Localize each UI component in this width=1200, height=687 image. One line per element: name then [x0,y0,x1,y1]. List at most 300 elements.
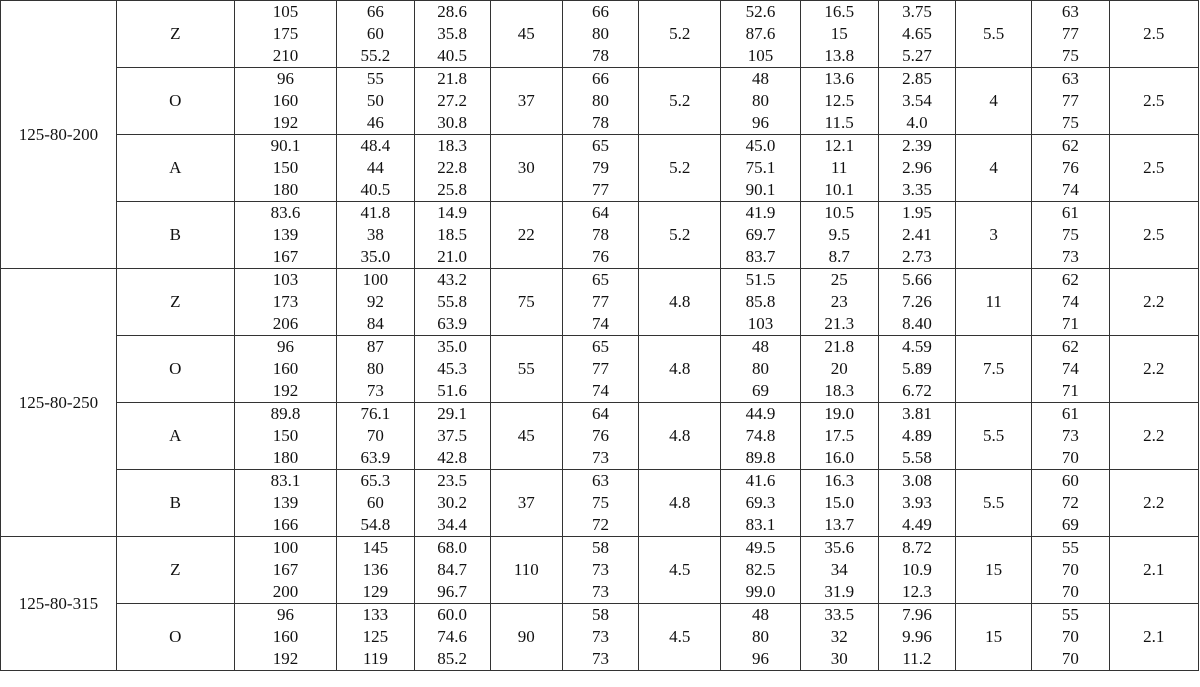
multi-value-cell-c5 [562,1,638,68]
value-line: 34.4 [437,515,467,534]
impeller-cell: A [116,135,234,202]
value-line: 1.95 [902,203,932,222]
value-cell-c12: 2.1 [1109,604,1199,671]
value-line: 150 [272,158,299,177]
value-cell-c12: 2.2 [1109,269,1199,336]
value-cell-c10: 15 [956,537,1032,604]
value-line: 69.3 [745,493,776,512]
value-line: 60 [366,24,384,43]
value-line: 66 [591,69,609,88]
multi-value-cell-c3 [414,135,490,202]
value-line: 60.0 [437,605,467,624]
value-line: 50 [366,91,384,110]
value-line: 80 [591,24,609,43]
impeller-cell: B [116,470,234,537]
value-line: 145 [362,538,389,557]
multi-value-cell-c8 [800,1,878,68]
multi-value-cell-c1 [234,470,337,537]
multi-value-cell-c1 [234,269,337,336]
value-line: 160 [272,91,299,110]
value-line: 77 [1061,24,1079,43]
multi-value-cell-c2 [337,269,414,336]
multi-value-cell-c7 [721,604,800,671]
impeller-cell: O [116,336,234,403]
multi-value-cell-c2 [337,537,414,604]
value-line: 192 [272,113,299,132]
model-cell: 125-80-315 [1,537,117,671]
value-line: 74 [1061,292,1079,311]
value-line: 206 [272,314,299,333]
multi-value-cell-c11 [1032,269,1109,336]
multi-value-cell-c7 [721,135,800,202]
multi-value-cell-c7 [721,269,800,336]
multi-value-cell-c8 [800,202,878,269]
multi-value-cell-c1 [234,135,337,202]
value-line: 21.3 [824,314,855,333]
value-line: 34 [830,560,848,579]
multi-value-cell-c8 [800,269,878,336]
value-line: 62 [1061,337,1079,356]
value-line: 70 [1061,627,1079,646]
value-line: 31.9 [824,582,855,601]
value-line: 100 [272,538,299,557]
value-line: 11.5 [824,113,854,132]
value-line: 55.8 [437,292,467,311]
value-line: 22.8 [437,158,467,177]
value-line: 210 [272,46,299,65]
value-line: 6.72 [902,381,932,400]
multi-value-cell-c9 [878,202,955,269]
value-line: 82.5 [745,560,776,579]
value-line: 99.0 [745,582,776,601]
value-line: 4.89 [902,426,932,445]
value-line: 18.5 [437,225,467,244]
value-line: 192 [272,649,299,668]
value-line: 76 [1061,158,1079,177]
value-line: 29.1 [437,404,467,423]
value-line: 60 [1061,471,1079,490]
multi-value-cell-c2 [337,202,414,269]
value-line: 74 [1061,180,1079,199]
value-line: 64 [591,203,609,222]
multi-value-cell-c5 [562,135,638,202]
value-cell-c6: 5.2 [639,68,721,135]
value-line: 49.5 [745,538,776,557]
value-line: 166 [272,515,299,534]
value-line: 3.54 [902,91,932,110]
value-cell-c6: 5.2 [639,202,721,269]
value-line: 70 [1061,582,1079,601]
value-line: 70 [1061,649,1079,668]
value-line: 77 [591,292,609,311]
value-cell-c6: 4.8 [639,470,721,537]
value-cell-c12: 2.5 [1109,1,1199,68]
multi-value-cell-c3 [414,604,490,671]
value-cell-c4: 30 [490,135,562,202]
model-cell: 125-80-200 [1,1,117,269]
value-line: 62 [1061,270,1079,289]
value-line: 23.5 [437,471,467,490]
value-line: 16.5 [824,2,855,21]
multi-value-cell-c7 [721,403,800,470]
multi-value-cell-c3 [414,470,490,537]
value-line: 75 [1061,46,1079,65]
value-line: 66 [366,2,384,21]
multi-value-cell-c1 [234,202,337,269]
multi-value-cell-c1 [234,537,337,604]
value-line: 79 [591,158,609,177]
value-line: 72 [1061,493,1079,512]
impeller-cell: A [116,403,234,470]
value-line: 119 [362,649,388,668]
value-line: 20 [830,359,848,378]
value-line: 103 [272,270,299,289]
value-line: 129 [362,582,389,601]
model-cell: 125-80-250 [1,269,117,537]
multi-value-cell-c2 [337,68,414,135]
impeller-cell: O [116,68,234,135]
value-cell-c12: 2.1 [1109,537,1199,604]
value-line: 65.3 [360,471,391,490]
value-cell-c6: 4.5 [639,604,721,671]
value-line: 9.96 [902,627,932,646]
multi-value-cell-c9 [878,135,955,202]
multi-value-cell-c1 [234,403,337,470]
value-line: 80 [591,91,609,110]
value-line: 21.0 [437,247,467,266]
value-line: 13.7 [824,515,855,534]
value-line: 96 [277,337,294,356]
value-line: 3.93 [902,493,932,512]
value-line: 5.58 [902,448,932,467]
value-line: 61 [1061,203,1079,222]
value-cell-c4: 45 [490,1,562,68]
value-line: 10.1 [824,180,855,199]
value-line: 35.8 [437,24,467,43]
value-line: 83.6 [270,203,301,222]
value-line: 85.8 [745,292,776,311]
multi-value-cell-c1 [234,604,337,671]
value-cell-c6: 4.5 [639,537,721,604]
multi-value-cell-c2 [337,1,414,68]
value-cell-c10: 5.5 [956,1,1032,68]
value-line: 133 [362,605,389,624]
value-line: 84 [366,314,384,333]
impeller-cell: B [116,202,234,269]
value-line: 73 [591,560,609,579]
value-line: 69 [1061,515,1079,534]
multi-value-cell-c1 [234,68,337,135]
value-line: 51.5 [745,270,776,289]
value-line: 17.5 [824,426,855,445]
multi-value-cell-c1 [234,336,337,403]
value-line: 65 [591,136,609,155]
value-line: 3.08 [902,471,932,490]
value-line: 192 [272,381,299,400]
value-line: 15 [830,24,848,43]
value-line: 103 [747,314,774,333]
value-line: 48.4 [360,136,391,155]
value-line: 14.9 [437,203,467,222]
value-line: 5.66 [902,270,932,289]
table-row [1,202,1199,269]
table-row [1,537,1199,604]
table-row [1,403,1199,470]
value-line: 78 [591,225,609,244]
value-line: 160 [272,627,299,646]
value-line: 46 [366,113,384,132]
multi-value-cell-c3 [414,269,490,336]
multi-value-cell-c11 [1032,537,1109,604]
value-line: 175 [272,24,299,43]
multi-value-cell-c1 [234,1,337,68]
value-line: 62 [1061,136,1079,155]
value-cell-c10: 4 [956,135,1032,202]
value-line: 25.8 [437,180,467,199]
multi-value-cell-c2 [337,403,414,470]
value-line: 73 [591,649,609,668]
value-line: 69 [752,381,769,400]
value-line: 139 [272,493,299,512]
value-line: 2.73 [902,247,932,266]
multi-value-cell-c11 [1032,470,1109,537]
value-line: 12.1 [824,136,855,155]
multi-value-cell-c9 [878,68,955,135]
value-cell-c6: 5.2 [639,135,721,202]
value-line: 40.5 [437,46,467,65]
value-line: 8.72 [902,538,932,557]
value-cell-c4: 37 [490,68,562,135]
value-line: 2.41 [902,225,932,244]
value-line: 160 [272,359,299,378]
value-cell-c12: 2.5 [1109,68,1199,135]
value-line: 96.7 [437,582,467,601]
value-line: 35.6 [824,538,855,557]
value-line: 48 [752,69,769,88]
value-line: 74.8 [745,426,776,445]
impeller-cell: Z [116,1,234,68]
value-line: 55.2 [360,46,391,65]
value-cell-c4: 75 [490,269,562,336]
value-line: 55 [1061,538,1079,557]
multi-value-cell-c7 [721,336,800,403]
value-line: 96 [277,69,294,88]
impeller-cell: Z [116,269,234,336]
value-line: 18.3 [824,381,855,400]
value-line: 70 [366,426,384,445]
value-line: 180 [272,180,299,199]
value-line: 76 [591,426,609,445]
value-cell-c12: 2.2 [1109,470,1199,537]
value-line: 83.7 [745,247,776,266]
value-line: 27.2 [437,91,467,110]
value-line: 78 [591,113,609,132]
multi-value-cell-c3 [414,68,490,135]
value-line: 66 [591,2,609,21]
value-cell-c10: 5.5 [956,470,1032,537]
multi-value-cell-c8 [800,537,878,604]
multi-value-cell-c8 [800,403,878,470]
value-line: 73 [1061,426,1079,445]
multi-value-cell-c9 [878,1,955,68]
value-line: 2.85 [902,69,932,88]
value-cell-c4: 45 [490,403,562,470]
value-line: 80 [366,359,384,378]
table-row [1,470,1199,537]
value-line: 136 [362,560,389,579]
value-line: 48 [752,605,769,624]
table-row [1,336,1199,403]
value-line: 78 [591,46,609,65]
value-cell-c10: 3 [956,202,1032,269]
multi-value-cell-c5 [562,604,638,671]
multi-value-cell-c5 [562,269,638,336]
value-line: 58 [591,605,609,624]
value-cell-c12: 2.2 [1109,403,1199,470]
value-line: 8.40 [902,314,932,333]
value-line: 71 [1061,381,1079,400]
table-row [1,135,1199,202]
multi-value-cell-c5 [562,68,638,135]
value-line: 63 [591,471,609,490]
value-line: 80 [752,359,769,378]
value-line: 13.6 [824,69,855,88]
value-line: 75 [591,493,609,512]
value-line: 42.8 [437,448,467,467]
value-line: 21.8 [437,69,467,88]
value-line: 40.5 [360,180,391,199]
value-line: 12.3 [902,582,932,601]
value-line: 2.96 [902,158,932,177]
value-line: 150 [272,426,299,445]
multi-value-cell-c5 [562,403,638,470]
value-line: 41.9 [745,203,776,222]
multi-value-cell-c7 [721,537,800,604]
multi-value-cell-c3 [414,537,490,604]
value-line: 83.1 [270,471,301,490]
value-line: 92 [366,292,384,311]
multi-value-cell-c7 [721,68,800,135]
value-line: 96 [752,649,769,668]
value-line: 21.8 [824,337,855,356]
value-line: 85.2 [437,649,467,668]
value-line: 55 [1061,605,1079,624]
value-line: 73 [591,627,609,646]
value-line: 5.27 [902,46,932,65]
multi-value-cell-c8 [800,135,878,202]
value-line: 10.9 [902,560,932,579]
value-line: 16.3 [824,471,855,490]
value-line: 7.96 [902,605,932,624]
value-line: 68.0 [437,538,467,557]
value-line: 73 [591,448,609,467]
value-line: 77 [591,180,609,199]
value-cell-c6: 4.8 [639,403,721,470]
value-line: 45.3 [437,359,467,378]
multi-value-cell-c9 [878,336,955,403]
value-line: 45.0 [745,136,776,155]
value-line: 69.7 [745,225,776,244]
multi-value-cell-c9 [878,470,955,537]
value-line: 76.1 [360,404,391,423]
value-line: 80 [752,91,769,110]
value-line: 25 [830,270,848,289]
value-cell-c10: 15 [956,604,1032,671]
value-line: 75 [1061,225,1079,244]
value-line: 3.35 [902,180,932,199]
multi-value-cell-c11 [1032,1,1109,68]
value-line: 105 [272,2,299,21]
value-line: 38 [366,225,384,244]
value-cell-c10: 5.5 [956,403,1032,470]
value-line: 4.65 [902,24,932,43]
value-line: 76 [591,247,609,266]
value-line: 105 [747,46,774,65]
value-line: 61 [1061,404,1079,423]
value-line: 12.5 [824,91,855,110]
multi-value-cell-c8 [800,470,878,537]
value-line: 70 [1061,448,1079,467]
impeller-cell: O [116,604,234,671]
multi-value-cell-c5 [562,470,638,537]
multi-value-cell-c7 [721,1,800,68]
value-line: 5.89 [902,359,932,378]
value-line: 15.0 [824,493,855,512]
value-line: 96 [752,113,769,132]
value-line: 77 [1061,91,1079,110]
table-row [1,68,1199,135]
value-line: 74.6 [437,627,467,646]
value-line: 10.5 [824,203,855,222]
value-line: 90.1 [745,180,776,199]
value-cell-c12: 2.2 [1109,336,1199,403]
value-line: 35.0 [437,337,467,356]
multi-value-cell-c11 [1032,336,1109,403]
multi-value-cell-c8 [800,68,878,135]
value-line: 74 [1061,359,1079,378]
value-line: 87.6 [745,24,776,43]
value-line: 71 [1061,314,1079,333]
value-line: 54.8 [360,515,391,534]
value-line: 23 [830,292,848,311]
value-cell-c6: 4.8 [639,336,721,403]
value-line: 44.9 [745,404,776,423]
multi-value-cell-c8 [800,336,878,403]
multi-value-cell-c2 [337,604,414,671]
multi-value-cell-c2 [337,470,414,537]
multi-value-cell-c2 [337,336,414,403]
value-cell-c12: 2.5 [1109,135,1199,202]
value-line: 37.5 [437,426,467,445]
table-row [1,269,1199,336]
value-line: 35.0 [360,247,391,266]
value-line: 33.5 [824,605,855,624]
value-line: 48 [752,337,769,356]
value-line: 19.0 [824,404,855,423]
value-line: 30.2 [437,493,467,512]
table-row [1,1,1199,68]
multi-value-cell-c9 [878,604,955,671]
multi-value-cell-c7 [721,202,800,269]
value-line: 2.39 [902,136,932,155]
value-line: 167 [272,560,299,579]
multi-value-cell-c11 [1032,68,1109,135]
value-line: 75 [1061,113,1079,132]
multi-value-cell-c9 [878,537,955,604]
value-line: 74 [591,314,609,333]
value-line: 16.0 [824,448,855,467]
value-line: 74 [591,381,609,400]
